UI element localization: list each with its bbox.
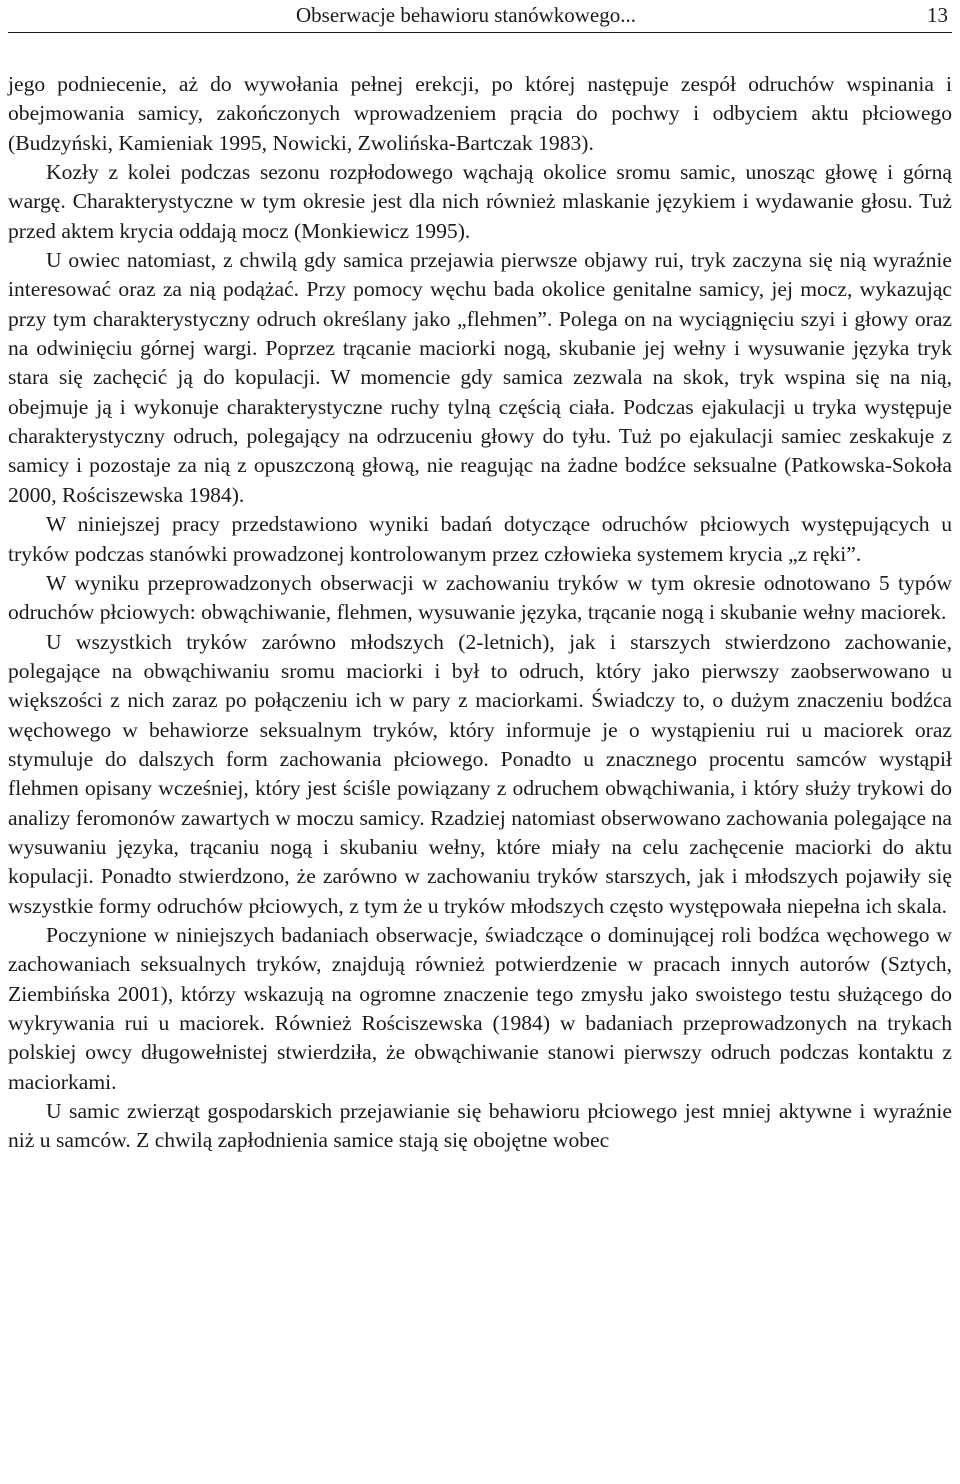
paragraph-females: U samic zwierząt gospodarskich przejawianie się behawioru płciowego jest mniej aktywne i wyraźnie niż u samców. Z chwilą zapłodnienia samice stają się obojętne wobec: [8, 1099, 952, 1153]
running-header: [8, 0, 952, 33]
paragraph-sheep-behavior: U owiec natomiast, z chwilą gdy samica przejawia pierwsze objawy rui, tryk zaczyna się nią wyraźnie interesować oraz za nią podążać. Przy pomocy węchu bada okolice genitalne samicy, jej mocz, wykazując przy tym charakterystyczny odruch określany jako „flehmen”. Polega on na wyciągnięciu szyi i głowy oraz na odwinięciu górnej wargi. Poprzez trącanie maciorki nogą, skubanie jej wełny i wysuwanie języka tryk stara się zachęcić ją do kopulacji. W momencie gdy samica zezwala na skok, tryk wspina się na nią, obejmuje ją i wykonuje charakterystyczne ruchy tylną częścią ciała. Podczas ejakulacji u tryka występuje charakterystyczny odruch, polegający na odrzuceniu głowy do tyłu. Tuż po ejakulacji samiec zeskakuje z samicy i pozostaje za nią z opuszczoną głową, nie reagując na żadne bodźce seksualne (Patkowska-Sokoła 2000, Rościszewska 1984).: [8, 248, 952, 507]
body-text: [8, 70, 952, 1156]
paragraph-discussion: Poczynione w niniejszych badaniach obserwacje, świadczące o dominującej roli bodźca węchowego w zachowaniach seksualnych tryków, znajdują również potwierdzenie w pracach innych autorów (Sztych, Ziembińska 2001), którzy wskazują na ogromne znaczenie tego zmysłu jako swoistego testu służącego do wykrywania rui u maciorek. Również Rościszewska (1984) w badaniach przeprowadzonych na trykach polskiej owcy długowełnistej stwierdziła, że obwąchiwanie stanowi pierwszy odruch podczas kontaktu z maciorkami.: [8, 922, 952, 1094]
paragraph-study-aim: W niniejszej pracy przedstawiono wyniki badań dotyczące odruchów płciowych występujących u tryków podczas stanówki prowadzonej kontrolowanym przez człowieka systemem krycia „z ręki”.: [8, 512, 952, 566]
running-title: Obserwacje behawioru stanówkowego...: [296, 3, 636, 27]
paragraph-results-detail: U wszystkich tryków zarówno młodszych (2-letnich), jak i starszych stwierdzono zachowanie, polegające na obwąchiwaniu sromu maciorki i był to odruch, który jako pierwszy zaobserwowano u większości z nich zaraz po połączeniu ich w pary z maciorkami. Świadczy to, o dużym znaczeniu bodźca węchowego w behawiorze seksualnym tryków, który informuje je o wystąpieniu rui u maciorek oraz stymuluje do dalszych form zachowania płciowego. Ponadto u znacznego procentu samców wystąpił flehmen opisany wcześniej, który jest ściśle powiązany z odruchem obwąchiwania, i który służy trykowi do analizy feromonów zawartych w moczu samicy. Rzadziej natomiast obserwowano zachowania polegające na wysuwaniu języka, trącaniu nogą i skubaniu wełny, które miały na celu zachęcenie maciorki do aktu kopulacji. Ponadto stwierdzono, że zarówno w zachowaniu tryków starszych, jak i młodszych pojawiły się wszystkie formy odruchów płciowych, z tym że u tryków młodszych często występowała niepełna ich skala.: [8, 629, 952, 918]
paragraph-results-summary: W wyniku przeprowadzonych obserwacji w zachowaniu tryków w tym okresie odnotowano 5 typów odruchów płciowych: obwąchiwanie, flehmen, wysuwanie języka, trącanie nogą i skubanie wełny maciorek.: [8, 570, 952, 625]
paragraph-goats: Kozły z kolei podczas sezonu rozpłodowego wąchają okolice sromu samic, unosząc głowę i górną wargę. Charakterystyczne w tym okresie jest dla nich również mlaskanie językiem i wydawanie głosu. Tuż przed aktem krycia oddają mocz (Monkiewicz 1995).: [8, 160, 952, 243]
paragraph-continued: jego podniecenie, aż do wywołania pełnej erekcji, po której następuje zespół odruchów wspinania i obejmowania samicy, zakończonych wprowadzeniem prącia do pochwy i odbyciem aktu płciowego (Budzyński, Kamieniak 1995, Nowicki, Zwolińska-Bartczak 1983).: [8, 72, 952, 155]
page-number: 13: [927, 3, 948, 27]
